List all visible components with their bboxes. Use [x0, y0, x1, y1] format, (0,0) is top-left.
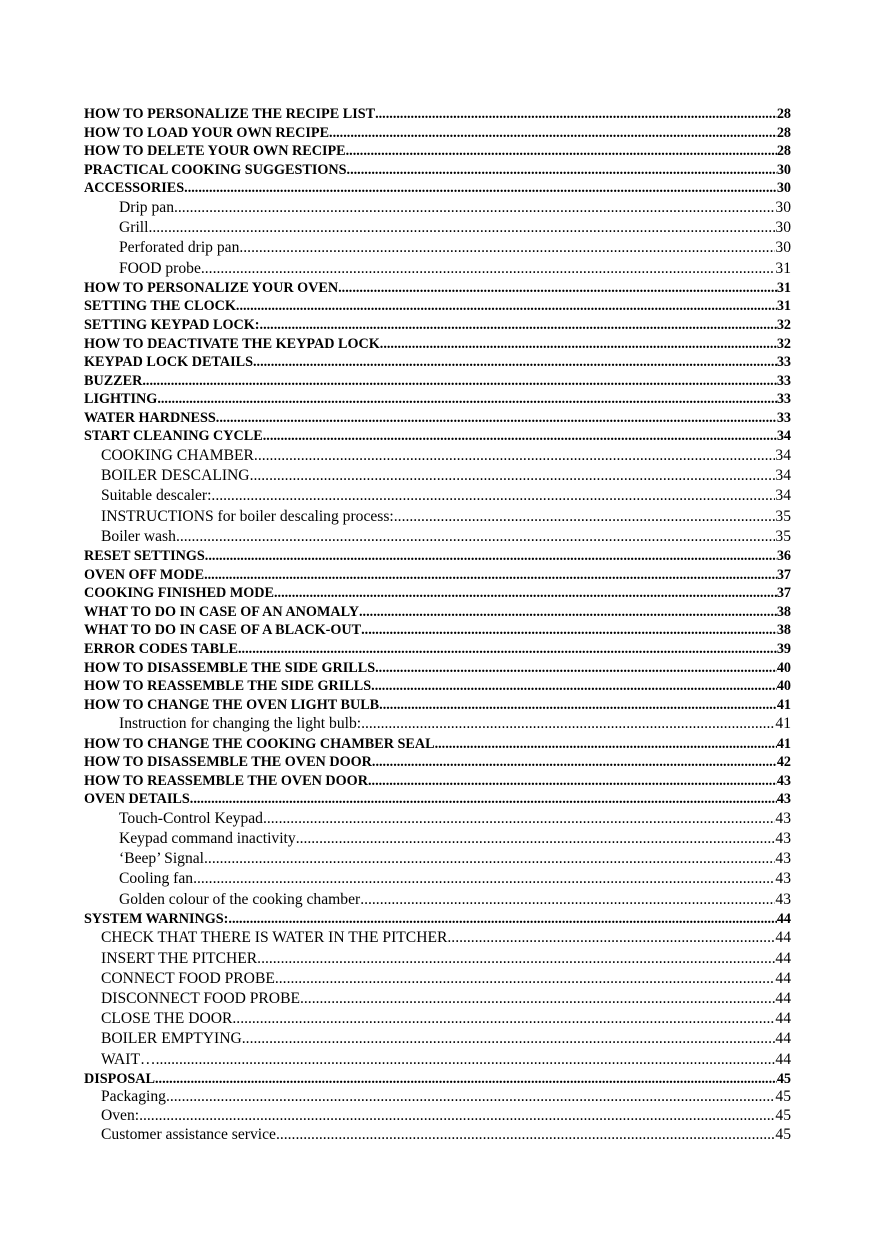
toc-heading-entry[interactable] — [84, 677, 791, 696]
toc-heading-entry[interactable] — [84, 297, 791, 316]
toc-page-number: 33 — [776, 372, 791, 389]
dot-leader — [174, 198, 775, 218]
toc-entry-title: HOW TO CHANGE THE COOKING CHAMBER SEAL — [84, 735, 435, 752]
toc-entry-title: LIGHTING — [84, 391, 158, 408]
dot-leader — [372, 753, 777, 772]
dot-leader — [142, 372, 776, 391]
toc-entry-title: HOW TO CHANGE THE OVEN LIGHT BULB — [84, 696, 380, 713]
toc-subentry[interactable] — [84, 829, 791, 849]
dot-leader — [139, 1107, 775, 1126]
toc-heading-entry[interactable] — [84, 566, 791, 585]
toc-heading-entry[interactable] — [84, 603, 791, 622]
toc-page-number: 44 — [776, 910, 791, 927]
toc-page-number: 30 — [776, 180, 791, 197]
toc-heading-entry[interactable] — [84, 316, 791, 335]
toc-entry-title: OVEN OFF MODE — [84, 566, 205, 583]
toc-entry-title: INSERT THE PITCHER — [101, 949, 258, 967]
toc-page-number: 38 — [776, 603, 791, 620]
toc-entry-title: Customer assistance service — [101, 1125, 276, 1143]
toc-entry-title: ERROR CODES TABLE — [84, 640, 238, 657]
dot-leader — [176, 527, 775, 547]
dot-leader — [361, 714, 775, 734]
toc-subentry[interactable] — [84, 466, 791, 486]
toc-entry-title: Oven: — [101, 1106, 140, 1124]
toc-entry-title: WHAT TO DO IN CASE OF AN ANOMALY — [84, 603, 359, 620]
toc-heading-entry[interactable] — [84, 124, 791, 143]
toc-page-number: 34 — [775, 467, 791, 485]
dot-leader — [166, 1088, 775, 1107]
toc-entry-title: CONNECT FOOD PROBE — [101, 969, 275, 987]
toc-subentry[interactable] — [84, 507, 791, 527]
toc-entry-title: CHECK THAT THERE IS WATER IN THE PITCHER — [101, 929, 448, 947]
toc-page-number: 43 — [775, 809, 791, 827]
dot-leader — [274, 584, 777, 603]
toc-page-number: 34 — [775, 487, 791, 505]
toc-page-number: 45 — [775, 1106, 791, 1124]
toc-entry-title: ACCESSORIES — [84, 180, 185, 197]
toc-page-number: 43 — [776, 791, 791, 808]
toc-page-number: 32 — [776, 335, 791, 352]
toc-subentry[interactable] — [84, 989, 791, 1009]
toc-page-number: 38 — [776, 622, 791, 639]
dot-leader — [375, 659, 777, 678]
toc-page-number: 45 — [776, 1070, 791, 1087]
toc-page-number: 30 — [775, 219, 791, 237]
toc-subentry[interactable] — [84, 714, 791, 734]
toc-subentry[interactable] — [84, 446, 791, 466]
toc-entry-title: INSTRUCTIONS for boiler descaling process: — [101, 507, 394, 525]
toc-page-number: 41 — [775, 715, 791, 733]
dot-leader — [371, 677, 777, 696]
toc-subentry[interactable] — [84, 486, 791, 506]
toc-heading-entry[interactable] — [84, 753, 791, 772]
dot-leader — [296, 829, 776, 849]
toc-page-number: 43 — [775, 830, 791, 848]
toc-entry-title: BUZZER — [84, 372, 143, 389]
toc-page-number: 44 — [775, 1010, 791, 1028]
toc-page-number: 35 — [775, 507, 791, 525]
toc-entry-title: Cooling fan — [119, 870, 194, 888]
toc-entry-title: DISPOSAL — [84, 1070, 155, 1087]
toc-entry-title: HOW TO DISASSEMBLE THE OVEN DOOR — [84, 754, 372, 771]
toc-page-number: 40 — [776, 678, 791, 695]
toc-page-number: 45 — [775, 1088, 791, 1106]
toc-subentry[interactable] — [84, 527, 791, 547]
toc-heading-entry[interactable] — [84, 390, 791, 409]
toc-page-number: 41 — [776, 696, 791, 713]
toc-entry-title: Packaging — [101, 1088, 166, 1106]
dot-leader — [205, 547, 777, 566]
toc-heading-entry[interactable] — [84, 547, 791, 566]
dot-leader — [242, 1029, 776, 1049]
toc-entry-title: START CLEANING CYCLE — [84, 428, 263, 445]
toc-page-number: 41 — [776, 735, 791, 752]
toc-subentry[interactable] — [84, 1088, 791, 1107]
toc-page-number: 28 — [776, 143, 791, 160]
toc-entry-title: Instruction for changing the light bulb: — [119, 715, 362, 733]
toc-subentry[interactable] — [84, 890, 791, 910]
dot-leader — [211, 486, 775, 506]
toc-page-number: 45 — [775, 1125, 791, 1143]
dot-leader — [157, 390, 776, 409]
toc-heading-entry[interactable] — [84, 1070, 791, 1089]
toc-entry-title: KEYPAD LOCK DETAILS — [84, 354, 253, 371]
toc-entry-title: BOILER DESCALING — [101, 467, 250, 485]
dot-leader — [263, 427, 777, 446]
toc-heading-entry[interactable] — [84, 409, 791, 428]
toc-page-number: 31 — [776, 279, 791, 296]
toc-heading-entry[interactable] — [84, 696, 791, 715]
dot-leader — [148, 218, 775, 238]
toc-entry-title: Boiler wash — [101, 527, 176, 545]
toc-page-number: 44 — [775, 949, 791, 967]
dot-leader — [156, 1050, 776, 1070]
toc-heading-entry[interactable] — [84, 353, 791, 372]
toc-heading-entry[interactable] — [84, 735, 791, 754]
toc-heading-entry[interactable] — [84, 910, 791, 929]
toc-page-number: 30 — [776, 161, 791, 178]
dot-leader — [155, 1070, 777, 1089]
dot-leader — [190, 790, 777, 809]
toc-page-number: 43 — [775, 890, 791, 908]
toc-page-number: 35 — [775, 527, 791, 545]
toc-subentry[interactable] — [84, 849, 791, 869]
toc-subentry[interactable] — [84, 928, 791, 948]
toc-heading-entry[interactable] — [84, 161, 791, 180]
dot-leader — [359, 603, 777, 622]
toc-page-number: 44 — [775, 1030, 791, 1048]
toc-entry-title: HOW TO DEACTIVATE THE KEYPAD LOCK — [84, 335, 380, 352]
toc-entry-title: HOW TO PERSONALIZE THE RECIPE LIST — [84, 106, 376, 122]
toc-entry-title: HOW TO LOAD YOUR OWN RECIPE — [84, 124, 330, 141]
toc-subentry[interactable] — [84, 1009, 791, 1029]
toc-entry-title: COOKING CHAMBER — [101, 447, 254, 465]
toc-page-number: 44 — [775, 929, 791, 947]
toc-heading-entry[interactable] — [84, 790, 791, 809]
dot-leader — [204, 566, 777, 585]
toc-entry-title: WAIT… — [101, 1050, 156, 1068]
toc-entry-title: WHAT TO DO IN CASE OF A BLACK-OUT — [84, 622, 362, 639]
dot-leader — [232, 1009, 775, 1029]
dot-leader — [380, 335, 777, 354]
toc-heading-entry[interactable] — [84, 772, 791, 791]
toc-entry-title: RESET SETTINGS — [84, 548, 205, 564]
toc-heading-entry[interactable] — [84, 621, 791, 640]
dot-leader — [447, 928, 775, 948]
toc-subentry[interactable] — [84, 1029, 791, 1049]
toc-entry-title: DISCONNECT FOOD PROBE — [101, 990, 300, 1007]
toc-subentry[interactable] — [84, 1107, 791, 1126]
toc-subentry[interactable] — [84, 198, 791, 218]
toc-subentry[interactable] — [84, 969, 791, 989]
toc-subentry[interactable] — [84, 949, 791, 969]
toc-entry-title: BOILER EMPTYING — [101, 1030, 242, 1048]
dot-leader — [361, 621, 777, 640]
dot-leader — [184, 179, 777, 198]
toc-page-number: 43 — [776, 772, 791, 789]
toc-entry-title: FOOD probe — [119, 259, 201, 277]
toc-entry-title: WATER HARDNESS — [84, 409, 216, 426]
toc-entry-title: Golden colour of the cooking chamber — [119, 890, 361, 908]
toc-page-number: 36 — [776, 548, 791, 564]
toc-page-number: 28 — [776, 124, 791, 141]
toc-page-number: 31 — [776, 298, 791, 315]
toc-entry-title: ‘Beep’ Signal — [119, 850, 205, 868]
dot-leader — [346, 142, 777, 161]
dot-leader — [216, 409, 777, 428]
dot-leader — [347, 161, 777, 180]
toc-heading-entry[interactable] — [84, 105, 791, 124]
dot-leader — [435, 735, 777, 754]
toc-page-number: 43 — [775, 850, 791, 868]
dot-leader — [201, 259, 776, 279]
toc-heading-entry[interactable] — [84, 142, 791, 161]
toc-subentry[interactable] — [84, 1126, 791, 1145]
toc-page-number: 31 — [775, 259, 791, 277]
toc-page-number: 33 — [776, 391, 791, 408]
toc-page-number: 42 — [776, 754, 791, 771]
dot-leader — [368, 772, 777, 791]
dot-leader — [379, 696, 777, 715]
dot-leader — [276, 1126, 775, 1145]
toc-page-number: 30 — [775, 239, 791, 257]
dot-leader — [263, 809, 775, 829]
toc-subentry[interactable] — [84, 238, 791, 258]
dot-leader — [253, 353, 777, 372]
toc-entry-title: HOW TO REASSEMBLE THE SIDE GRILLS — [84, 678, 372, 695]
dot-leader — [204, 849, 775, 869]
dot-leader — [275, 969, 776, 989]
dot-leader — [260, 316, 777, 335]
dot-leader — [250, 466, 776, 486]
toc-heading-entry[interactable] — [84, 640, 791, 659]
toc-entry-title: SYSTEM WARNINGS: — [84, 910, 229, 927]
toc-heading-entry[interactable] — [84, 179, 791, 198]
toc-entry-title: HOW TO DELETE YOUR OWN RECIPE — [84, 143, 346, 160]
dot-leader — [239, 238, 775, 258]
toc-page-number: 33 — [776, 354, 791, 371]
dot-leader — [360, 890, 775, 910]
dot-leader — [236, 297, 777, 316]
toc-entry-title: Drip pan — [119, 198, 174, 216]
dot-leader — [300, 989, 775, 1009]
toc-heading-entry[interactable] — [84, 279, 791, 298]
toc-page-number: 44 — [775, 969, 791, 987]
toc-entry-title: SETTING THE CLOCK — [84, 298, 236, 315]
dot-leader — [257, 949, 775, 969]
toc-page-number: 32 — [776, 316, 791, 333]
toc-page-number: 34 — [775, 447, 791, 465]
dot-leader — [254, 446, 775, 466]
toc-entry-title: Perforated drip pan — [119, 239, 240, 257]
toc-page-number: 33 — [776, 409, 791, 426]
toc-page-number: 44 — [775, 990, 791, 1007]
dot-leader — [394, 507, 776, 527]
toc-subentry[interactable] — [84, 809, 791, 829]
toc-subentry[interactable] — [84, 218, 791, 238]
toc-subentry[interactable] — [84, 869, 791, 889]
toc-page-number: 44 — [775, 1050, 791, 1068]
toc-page-number: 28 — [776, 106, 791, 122]
toc-heading-entry[interactable] — [84, 659, 791, 678]
dot-leader — [238, 640, 777, 659]
toc-entry-title: CLOSE THE DOOR — [101, 1010, 233, 1028]
toc-page-number: 39 — [776, 640, 791, 657]
toc-entry-title: Suitable descaler: — [101, 487, 212, 505]
toc-entry-title: Touch-Control Keypad — [119, 809, 263, 827]
toc-page-number: 34 — [776, 428, 791, 445]
toc-entry-title: OVEN DETAILS — [84, 791, 190, 808]
dot-leader — [329, 124, 777, 143]
toc-page-number: 30 — [775, 198, 791, 216]
toc-entry-title: Grill — [119, 219, 149, 237]
toc-subentry[interactable] — [84, 259, 791, 279]
toc-subentry[interactable] — [84, 1050, 791, 1070]
toc-page-number: 37 — [776, 566, 791, 583]
toc-entry-title: SETTING KEYPAD LOCK: — [84, 316, 260, 333]
dot-leader — [375, 105, 777, 124]
toc-entry-title: COOKING FINISHED MODE — [84, 585, 274, 602]
toc-entry-title: Keypad command inactivity — [119, 830, 296, 848]
toc-entry-title: HOW TO REASSEMBLE THE OVEN DOOR — [84, 772, 368, 789]
toc-page-number: 40 — [776, 659, 791, 676]
dot-leader — [228, 910, 776, 929]
toc-heading-entry[interactable] — [84, 427, 791, 446]
toc-heading-entry[interactable] — [84, 372, 791, 391]
toc-page-number: 43 — [775, 870, 791, 888]
dot-leader — [193, 869, 775, 889]
dot-leader — [338, 279, 777, 298]
toc-entry-title: HOW TO PERSONALIZE YOUR OVEN — [84, 279, 339, 296]
toc-entry-title: HOW TO DISASSEMBLE THE SIDE GRILLS — [84, 659, 376, 676]
toc-heading-entry[interactable] — [84, 584, 791, 603]
toc-heading-entry[interactable] — [84, 335, 791, 354]
toc-page-number: 37 — [776, 585, 791, 602]
table-of-contents — [84, 105, 791, 1144]
toc-entry-title: PRACTICAL COOKING SUGGESTIONS — [84, 161, 347, 178]
